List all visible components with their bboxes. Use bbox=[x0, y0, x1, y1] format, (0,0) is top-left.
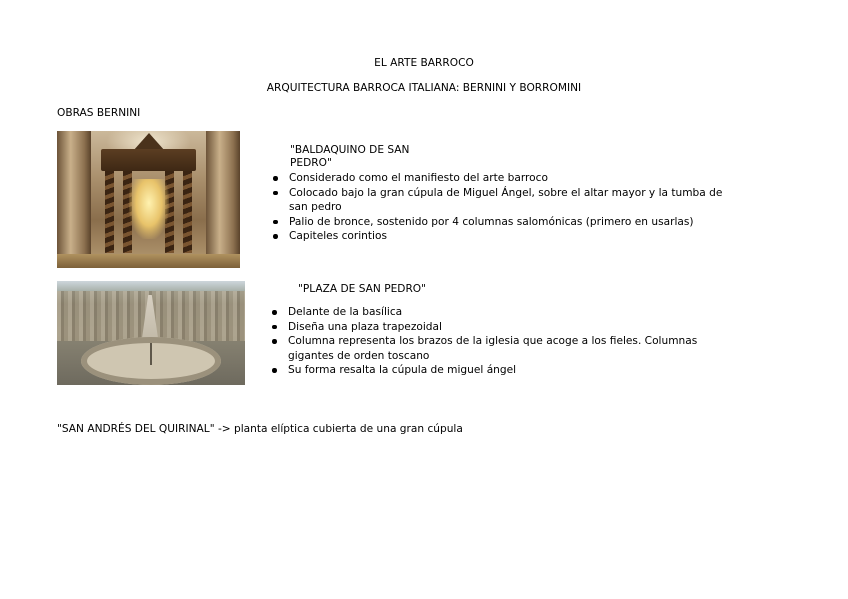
list-item: Delante de la basílica bbox=[271, 305, 733, 320]
work-heading-plaza: "PLAZA DE SAN PEDRO" bbox=[298, 283, 427, 295]
list-item: Su forma resalta la cúpula de miguel ángel bbox=[271, 363, 733, 378]
document-subtitle: ARQUITECTURA BARROCA ITALIANA: BERNINI Y BORROMINI bbox=[266, 82, 582, 94]
section-heading: OBRAS BERNINI bbox=[57, 107, 141, 119]
list-item: Capiteles corintios bbox=[272, 229, 732, 244]
list-item: Palio de bronce, sostenido por 4 columnas salomónicas (primero en usarlas) bbox=[272, 215, 732, 230]
work-heading-baldaquino: "BALDAQUINO DE SAN PEDRO" bbox=[290, 144, 410, 169]
list-item: Considerado como el manifiesto del arte barroco bbox=[272, 171, 732, 186]
list-item: Columna representa los brazos de la iglesia que acoge a los fieles. Columnas gigantes de orden toscano bbox=[271, 334, 733, 363]
baldaquino-bullets bbox=[272, 171, 732, 244]
list-item: Diseña una plaza trapezoidal bbox=[271, 320, 733, 335]
plaza-photo bbox=[57, 281, 245, 385]
baldaquino-photo bbox=[57, 131, 240, 268]
plaza-bullets bbox=[271, 305, 733, 378]
footer-line: "SAN ANDRÉS DEL QUIRINAL" -> planta elíptica cubierta de una gran cúpula bbox=[57, 423, 463, 435]
document-title: EL ARTE BARROCO bbox=[374, 57, 474, 69]
list-item: Colocado bajo la gran cúpula de Miguel Ángel, sobre el altar mayor y la tumba de san pedro bbox=[272, 186, 732, 215]
